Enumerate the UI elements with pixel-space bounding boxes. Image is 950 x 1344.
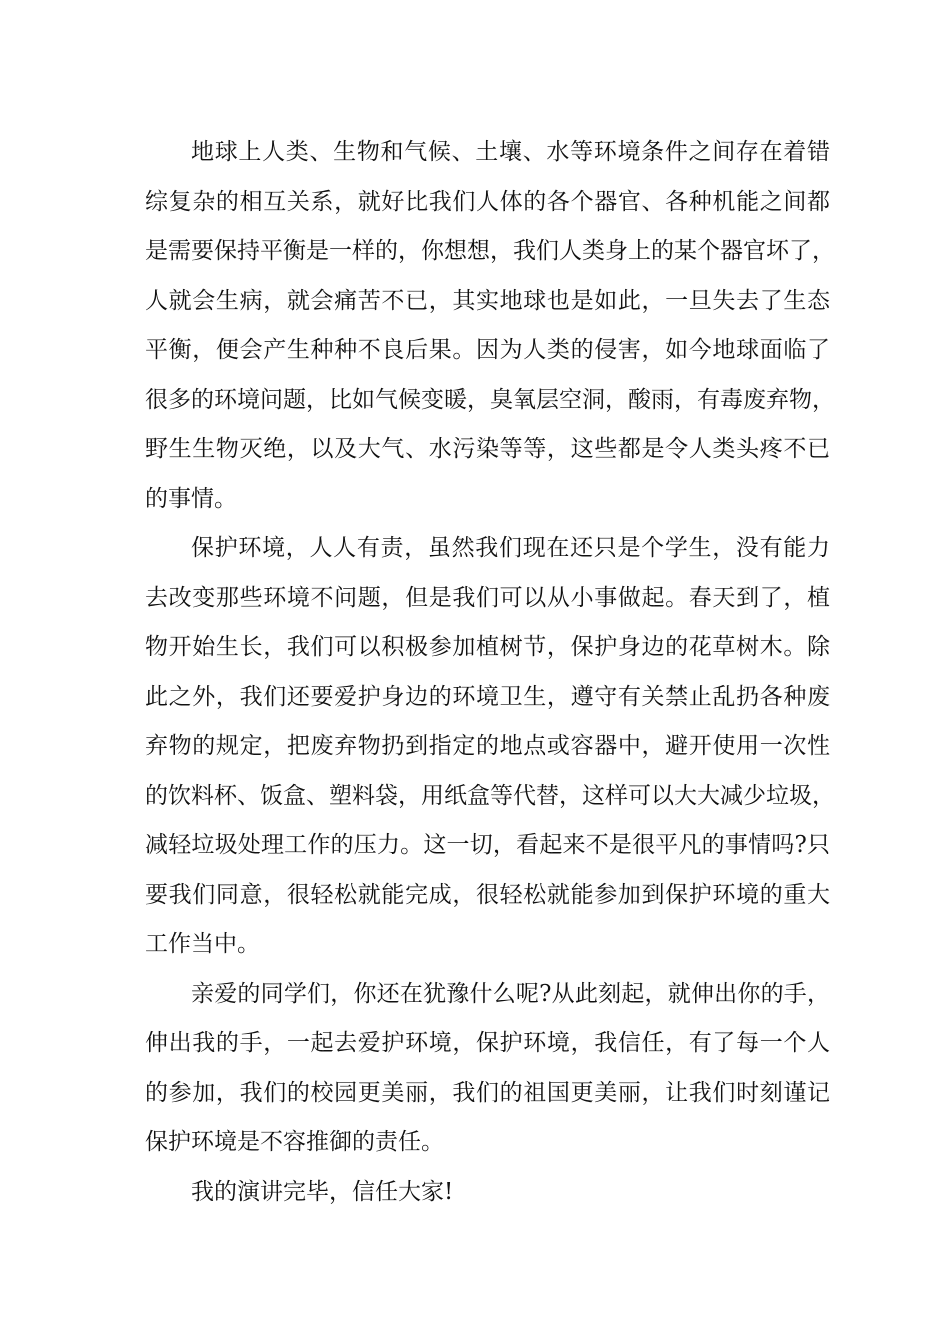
text-line: 平衡，便会产生种种不良后果。因为人类的侵害，如今地球面临了 <box>145 337 830 363</box>
document-body <box>145 128 835 1217</box>
text-line: 我的演讲完毕，信任大家! <box>191 1178 454 1205</box>
text-line: 很多的环境问题，比如气候变暖，臭氧层空洞，酸雨，有毒废弃物， <box>145 386 835 413</box>
text-line: 保护环境是不容推御的责任。 <box>145 1129 444 1155</box>
text-line: 去改变那些环境不问题，但是我们可以从小事做起。春天到了，植 <box>145 584 830 611</box>
text-line: 地球上人类、生物和气候、土壤、水等环境条件之间存在着错 <box>191 139 830 165</box>
text-line: 伸出我的手，一起去爱护环境，保护环境，我信任，有了每一个人 <box>145 1030 830 1056</box>
text-line: 人就会生病，就会痛苦不已，其实地球也是如此，一旦失去了生态 <box>145 287 830 314</box>
text-line: 减轻垃圾处理工作的压力。这一切，看起来不是很平凡的事情吗?只 <box>145 832 830 858</box>
paragraph-4 <box>145 1168 830 1218</box>
paragraph-1 <box>145 128 835 524</box>
text-line: 亲爱的同学们，你还在犹豫什么呢?从此刻起，就伸出你的手， <box>191 980 830 1007</box>
text-line: 的饮料杯、饭盒、塑料袋，用纸盒等代替，这样可以大大减少垃圾， <box>145 782 835 809</box>
text-line: 的参加，我们的校园更美丽，我们的祖国更美丽，让我们时刻谨记 <box>145 1079 830 1106</box>
text-line: 物开始生长，我们可以积极参加植树节，保护身边的花草树木。除 <box>145 634 830 660</box>
paragraph-3 <box>145 970 830 1168</box>
text-line: 弃物的规定，把废弃物扔到指定的地点或容器中，避开使用一次性 <box>145 733 830 759</box>
text-line: 的事情。 <box>145 485 237 512</box>
text-line: 野生生物灭绝，以及大气、水污染等等，这些都是令人类头疼不已 <box>145 436 830 462</box>
text-line: 是需要保持平衡是一样的，你想想，我们人类身上的某个器官坏了， <box>145 238 835 264</box>
paragraph-2 <box>145 524 835 970</box>
text-line: 综复杂的相互关系，就好比我们人体的各个器官、各种机能之间都 <box>145 188 830 215</box>
text-line: 保护环境，人人有责，虽然我们现在还只是个学生，没有能力 <box>191 535 830 561</box>
text-line: 此之外，我们还要爱护身边的环境卫生，遵守有关禁止乱扔各种废 <box>145 683 830 710</box>
text-line: 要我们同意，很轻松就能完成，很轻松就能参加到保护环境的重大 <box>145 881 830 908</box>
text-line: 工作当中。 <box>145 931 260 957</box>
